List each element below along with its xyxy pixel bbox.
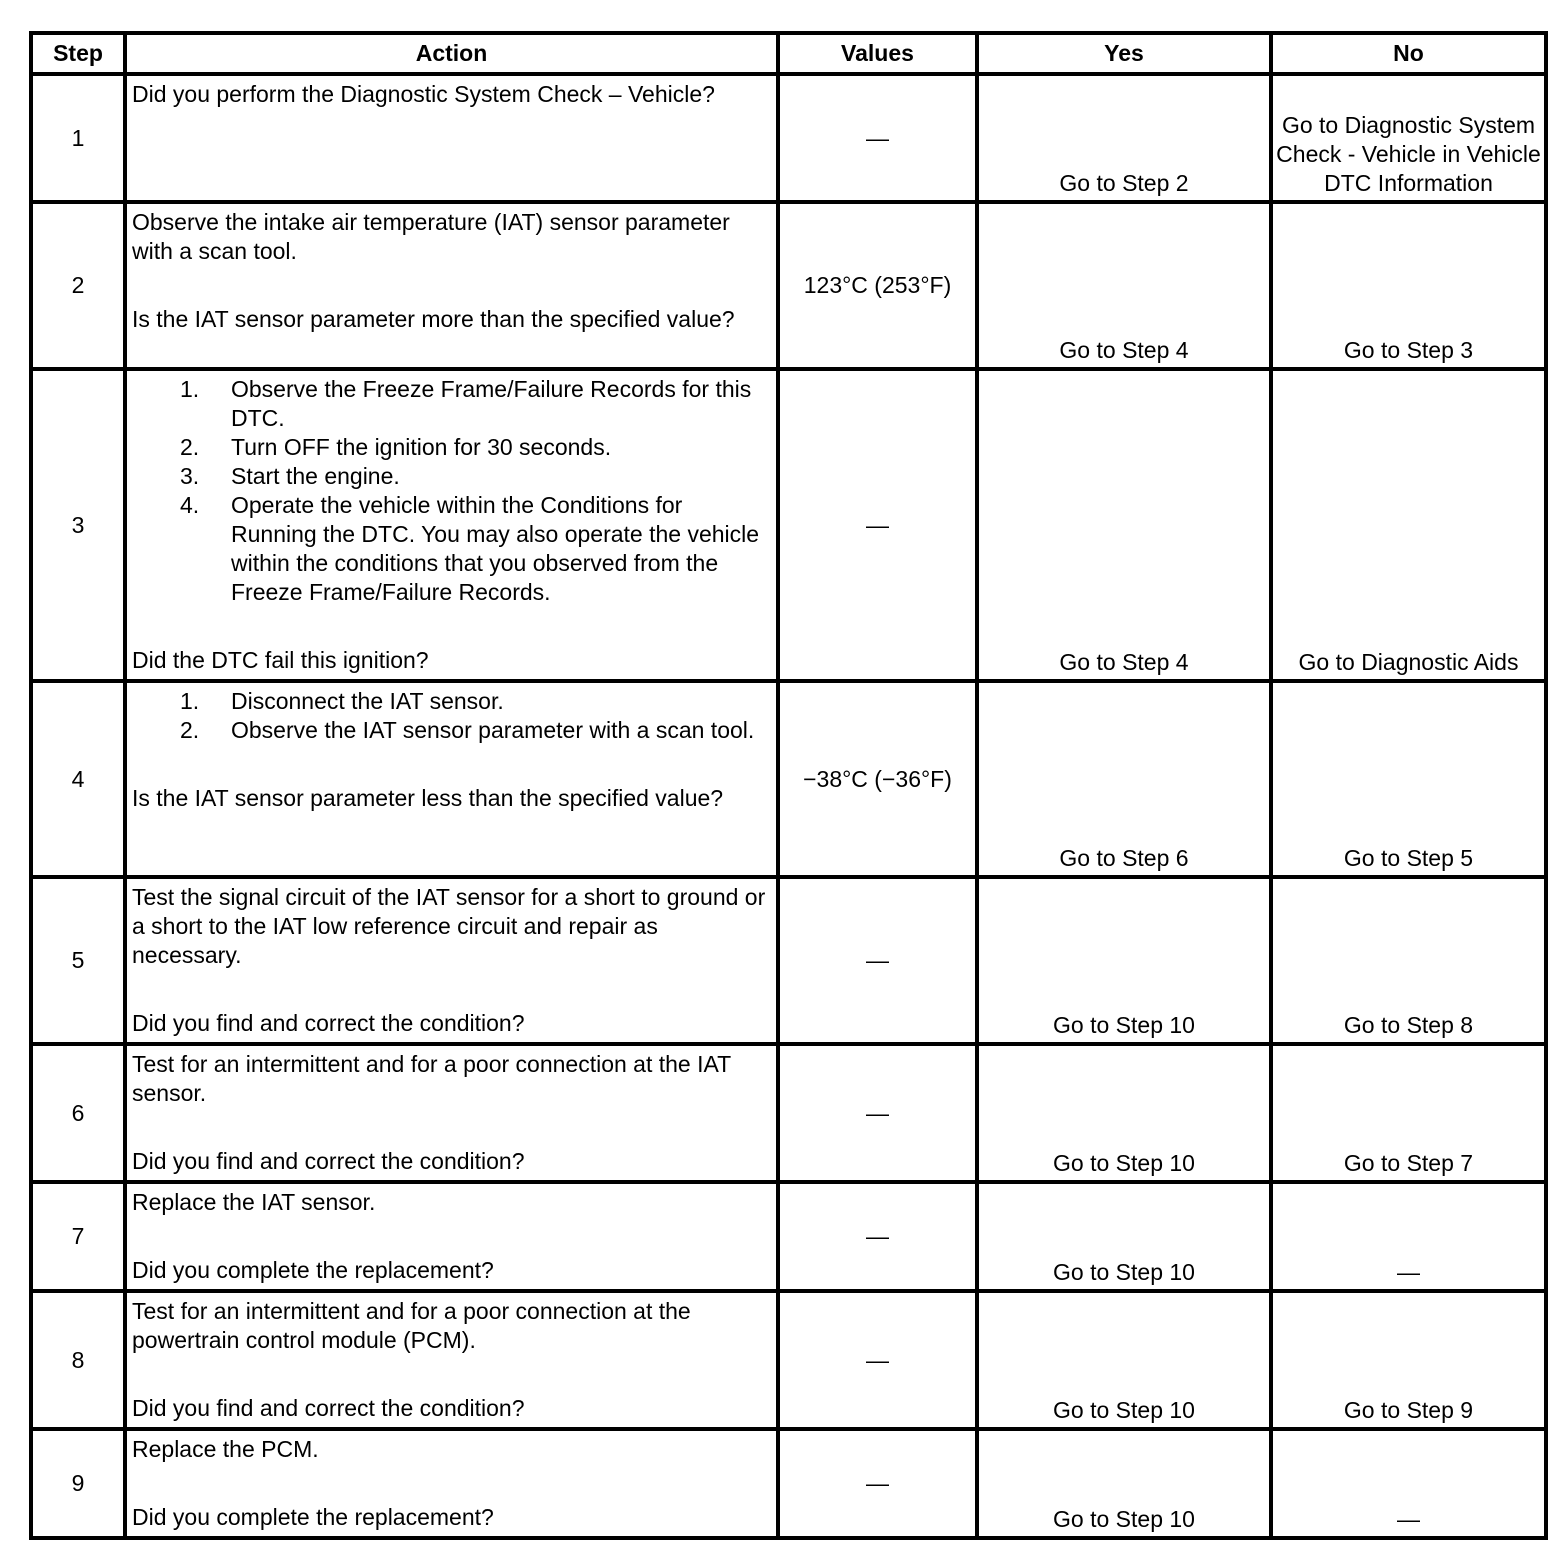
action-question: Did you complete the replacement? — [132, 1504, 494, 1530]
action-question: Did you find and correct the condition? — [132, 1010, 525, 1036]
step-number: 1 — [31, 74, 125, 202]
header-values: Values — [778, 33, 977, 74]
step-number: 3 — [31, 369, 125, 681]
action-cell — [125, 202, 778, 369]
list-item-text: Turn OFF the ignition for 30 seconds. — [231, 434, 612, 460]
table-row — [31, 1291, 1546, 1429]
header-row — [31, 33, 1546, 74]
action-cell — [125, 1182, 778, 1291]
list-item-text: Start the engine. — [231, 463, 400, 489]
action-question: Is the IAT sensor parameter more than the specified value? — [132, 306, 735, 332]
yes-cell: Go to Step 6 — [977, 681, 1271, 877]
action-steps-list — [132, 375, 772, 607]
action-text: Replace the PCM. — [132, 1436, 319, 1462]
step-number: 8 — [31, 1291, 125, 1429]
header-step: Step — [31, 33, 125, 74]
no-cell: — — [1271, 1182, 1546, 1291]
header-yes: Yes — [977, 33, 1271, 74]
no-cell: Go to Step 5 — [1271, 681, 1546, 877]
no-cell: Go to Step 8 — [1271, 877, 1546, 1044]
header-action: Action — [125, 33, 778, 74]
yes-cell: Go to Step 10 — [977, 1182, 1271, 1291]
value-cell: — — [778, 1182, 977, 1291]
no-cell: Go to Step 3 — [1271, 202, 1546, 369]
list-item-number: 4. — [180, 492, 200, 518]
list-item-text: Observe the Freeze Frame/Failure Records for this DTC. — [231, 376, 752, 431]
no-cell: Go to Step 9 — [1271, 1291, 1546, 1429]
list-item-text: Observe the IAT sensor parameter with a scan tool. — [231, 717, 755, 743]
action-question: Did you find and correct the condition? — [132, 1395, 525, 1421]
value-cell: — — [778, 1429, 977, 1538]
value-cell: — — [778, 877, 977, 1044]
action-text: Test for an intermittent and for a poor connection at the powertrain control module (PCM). — [132, 1298, 691, 1353]
action-cell — [125, 1429, 778, 1538]
action-cell — [125, 681, 778, 877]
value-cell: — — [778, 74, 977, 202]
diagnostic-table — [29, 31, 1548, 1540]
list-item-text: Disconnect the IAT sensor. — [231, 688, 504, 714]
yes-cell: Go to Step 4 — [977, 202, 1271, 369]
list-item-number: 1. — [180, 376, 200, 402]
table-row — [31, 74, 1546, 202]
list-item — [132, 491, 772, 607]
action-question: Is the IAT sensor parameter less than the specified value? — [132, 785, 724, 811]
step-number: 9 — [31, 1429, 125, 1538]
table-row — [31, 202, 1546, 369]
table-row — [31, 1429, 1546, 1538]
step-number: 4 — [31, 681, 125, 877]
no-cell: Go to Diagnostic Aids — [1271, 369, 1546, 681]
list-item-text: Operate the vehicle within the Conditions for Running the DTC. You may also operate the vehicle within the conditions that you observed from the Freeze Frame/Failure Records. — [231, 492, 760, 605]
action-text: Observe the intake air temperature (IAT) sensor parameter with a scan tool. — [132, 209, 730, 264]
value-cell: — — [778, 1044, 977, 1182]
list-item-number: 3. — [180, 463, 200, 489]
action-cell — [125, 1044, 778, 1182]
list-item — [132, 462, 772, 491]
step-number: 7 — [31, 1182, 125, 1291]
table-row — [31, 877, 1546, 1044]
action-text: Test for an intermittent and for a poor connection at the IAT sensor. — [132, 1051, 731, 1106]
action-cell — [125, 74, 778, 202]
no-cell: Go to Step 7 — [1271, 1044, 1546, 1182]
no-cell: Go to Diagnostic System Check - Vehicle in Vehicle DTC Information — [1271, 74, 1546, 202]
list-item-number: 2. — [180, 434, 200, 460]
action-text: Test the signal circuit of the IAT sensor for a short to ground or a short to the IAT low reference circuit and repair as necessary. — [132, 884, 766, 968]
action-text: Did you perform the Diagnostic System Check – Vehicle? — [132, 81, 715, 107]
list-item — [132, 433, 772, 462]
action-cell — [125, 1291, 778, 1429]
list-item-number: 2. — [180, 717, 200, 743]
list-item — [132, 716, 772, 745]
table-row — [31, 1182, 1546, 1291]
yes-cell: Go to Step 4 — [977, 369, 1271, 681]
value-cell: — — [778, 1291, 977, 1429]
action-cell — [125, 877, 778, 1044]
action-steps-list — [132, 687, 772, 745]
value-cell: −38°C (−36°F) — [778, 681, 977, 877]
yes-cell: Go to Step 10 — [977, 877, 1271, 1044]
table-row — [31, 1044, 1546, 1182]
table-row — [31, 369, 1546, 681]
table-row — [31, 681, 1546, 877]
no-cell: — — [1271, 1429, 1546, 1538]
step-number: 2 — [31, 202, 125, 369]
yes-cell: Go to Step 2 — [977, 74, 1271, 202]
value-cell: 123°C (253°F) — [778, 202, 977, 369]
action-question: Did you complete the replacement? — [132, 1257, 494, 1283]
action-text: Replace the IAT sensor. — [132, 1189, 376, 1215]
action-cell — [125, 369, 778, 681]
yes-cell: Go to Step 10 — [977, 1291, 1271, 1429]
action-question: Did you find and correct the condition? — [132, 1148, 525, 1174]
action-question: Did the DTC fail this ignition? — [132, 647, 429, 673]
list-item — [132, 687, 772, 716]
list-item-number: 1. — [180, 688, 200, 714]
yes-cell: Go to Step 10 — [977, 1044, 1271, 1182]
header-no: No — [1271, 33, 1546, 74]
step-number: 5 — [31, 877, 125, 1044]
step-number: 6 — [31, 1044, 125, 1182]
yes-cell: Go to Step 10 — [977, 1429, 1271, 1538]
value-cell: — — [778, 369, 977, 681]
list-item — [132, 375, 772, 433]
